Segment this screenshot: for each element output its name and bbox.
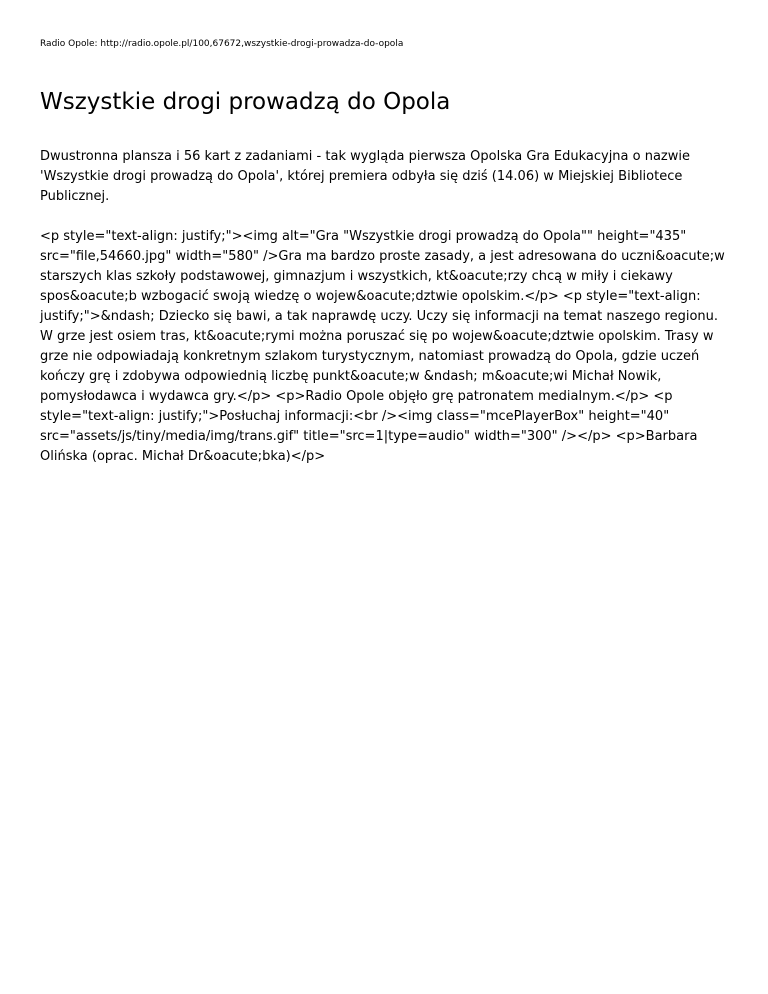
article-lead: Dwustronna plansza i 56 kart z zadaniami - tak wygląda pierwsza Opolska Gra Edukacyjna o nazwie 'Wszystkie drogi prowadzą do Opola', której premiera odbyła się dziś (14.06) w Miejskiej Bibliotece Publicznej. [40, 149, 690, 204]
article-title: Wszystkie drogi prowadzą do Opola [40, 89, 451, 115]
source-line: Radio Opole: http://radio.opole.pl/100,67672,wszystkie-drogi-prowadza-do-opola [40, 39, 404, 49]
article-body-raw-html: <p style="text-align: justify;"><img alt="Gra "Wszystkie drogi prowadzą do Opola"" height="435" src="file,54660.jpg" width="580" />Gra ma bardzo proste zasady, a jest adresowana do uczni&oacute;w starszych klas szkoły podstawowej, gimnazjum i wszystkich, kt&oacute;rzy chcą w miły i ciekawy spos&oacute;b wzbogacić swoją wiedzę o wojew&oacute;dztwie opolskim.</p> <p style="text-align: justify;">&ndash; Dziecko się bawi, a tak naprawdę uczy. Uczy się informacji na temat naszego regionu. W grze jest osiem tras, kt&oacute;rymi można poruszać się po wojew&oacute;dztwie opolskim. Trasy w grze nie odpowiadają konkretnym szlakom turystycznym, natomiast prowadzą do Opola, gdzie uczeń kończy grę i zdobywa odpowiednią liczbę punkt&oacute;w &ndash; m&oacute;wi Michał Nowik, pomysłodawca i wydawca gry.</p> <p>Radio Opole objęło grę patronatem medialnym.</p> <p style="text-align: justify;">Posłuchaj informacji:<br /><img class="mcePlayerBox" height="40" src="assets/js/tiny/media/img/trans.gif" title="src=1|type=audio" width="300" /></p> <p>Barbara Olińska (oprac. Michał Dr&oacute;bka)</p> [40, 229, 725, 464]
